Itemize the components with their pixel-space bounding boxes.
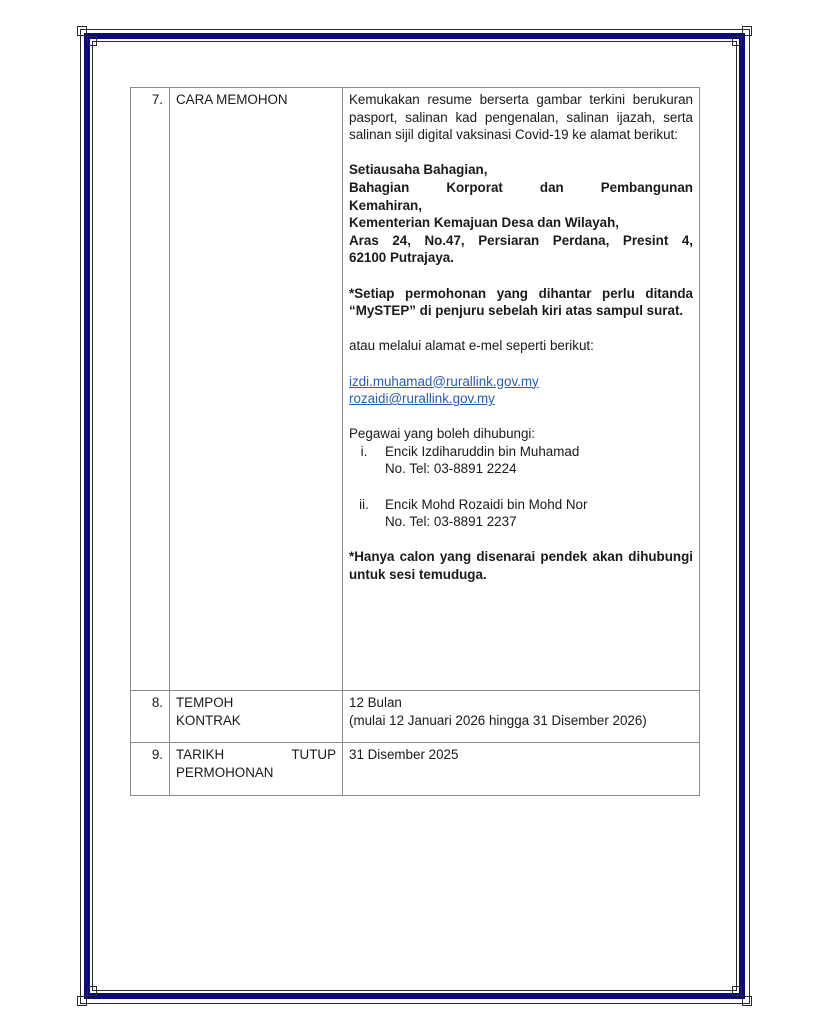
border-inline: [736, 41, 737, 991]
closing-date: 31 Disember 2025: [349, 747, 459, 762]
address-word: dan: [539, 179, 564, 195]
row-label: CARA MEMOHON: [170, 88, 343, 691]
border-inline: [92, 990, 737, 991]
officer-name: Encik Mohd Rozaidi bin Mohd Nor: [385, 496, 588, 512]
corner-ornament: [732, 36, 742, 46]
officer-entry: [349, 496, 693, 531]
address-line: 62100 Putrajaya.: [349, 250, 454, 266]
officer-numeral: ii.: [359, 496, 369, 512]
row-number: 8.: [131, 691, 170, 743]
border-outline: [80, 29, 81, 1004]
envelope-note: *Setiap permohonan yang dihantar perlu ditanda “MySTEP” di penjuru sebelah kiri atas sampul surat.: [349, 285, 693, 319]
corner-ornament: [742, 996, 752, 1006]
officer-phone: No. Tel: 03-8891 2237: [385, 514, 517, 530]
contract-duration: 12 Bulan: [349, 695, 402, 710]
address-word: Pembangunan: [600, 179, 693, 195]
row-label: [170, 743, 343, 796]
application-instructions: Kemukakan resume berserta gambar terkini berukuran pasport, salinan kad pengenalan, salinan ijazah, serta salinan sijil digital vaksinasi Covid-19 ke alamat berikut:: [349, 92, 693, 143]
corner-ornament: [742, 26, 752, 36]
corner-ornament: [77, 996, 87, 1006]
border-right: [739, 33, 745, 999]
border-top: [84, 33, 745, 39]
address-line: Setiausaha Bahagian,: [349, 162, 488, 178]
border-outline: [80, 29, 749, 30]
officer-numeral: i.: [360, 443, 368, 459]
mailing-address: [349, 161, 693, 267]
officer-entry: [349, 443, 693, 478]
corner-ornament: [87, 36, 97, 46]
email-link[interactable]: izdi.muhamad@rurallink.gov.my: [349, 373, 539, 389]
info-table: [130, 87, 700, 796]
row-content: [343, 743, 700, 796]
officer-name: Encik Izdiharuddin bin Muhamad: [385, 443, 580, 459]
contract-period: (mulai 12 Januari 2026 hingga 31 Disember 2026): [349, 712, 647, 728]
corner-ornament: [87, 986, 97, 996]
border-inline: [92, 41, 93, 991]
border-outline: [749, 29, 750, 1004]
address-line: Aras 24, No.47, Persiaran Perdana, Presint 4,: [349, 232, 693, 248]
corner-ornament: [732, 986, 742, 996]
label-line: TARIKH TUTUP: [176, 747, 336, 762]
row-number: 7.: [131, 88, 170, 691]
corner-ornament: [77, 26, 87, 36]
officer-phone: No. Tel: 03-8891 2224: [385, 461, 517, 477]
border-inline: [92, 41, 737, 42]
address-word: Bahagian: [349, 179, 410, 195]
table-row: [131, 88, 700, 691]
email-link[interactable]: rozaidi@rurallink.gov.my: [349, 391, 495, 407]
row-label: [170, 691, 343, 743]
address-line: Kemahiran,: [349, 197, 422, 213]
border-left: [84, 33, 90, 999]
address-line: [349, 179, 693, 197]
address-word: Korporat: [446, 179, 503, 195]
address-line: Kementerian Kemajuan Desa dan Wilayah,: [349, 215, 620, 231]
contact-intro: Pegawai yang boleh dihubungi:: [349, 426, 536, 442]
table-row: [131, 691, 700, 743]
row-number: 9.: [131, 743, 170, 796]
shortlist-note: *Hanya calon yang disenarai pendek akan dihubungi untuk sesi temuduga.: [349, 549, 693, 583]
table-row: [131, 743, 700, 796]
row-content: [343, 88, 700, 691]
label-line: KONTRAK: [176, 712, 241, 728]
row-content: [343, 691, 700, 743]
label-line: PERMOHONAN: [176, 764, 274, 780]
border-outline: [80, 1003, 749, 1004]
border-bottom: [84, 993, 745, 999]
label-line: TEMPOH: [176, 695, 234, 710]
email-intro: atau melalui alamat e-mel seperti berikut:: [349, 338, 594, 354]
